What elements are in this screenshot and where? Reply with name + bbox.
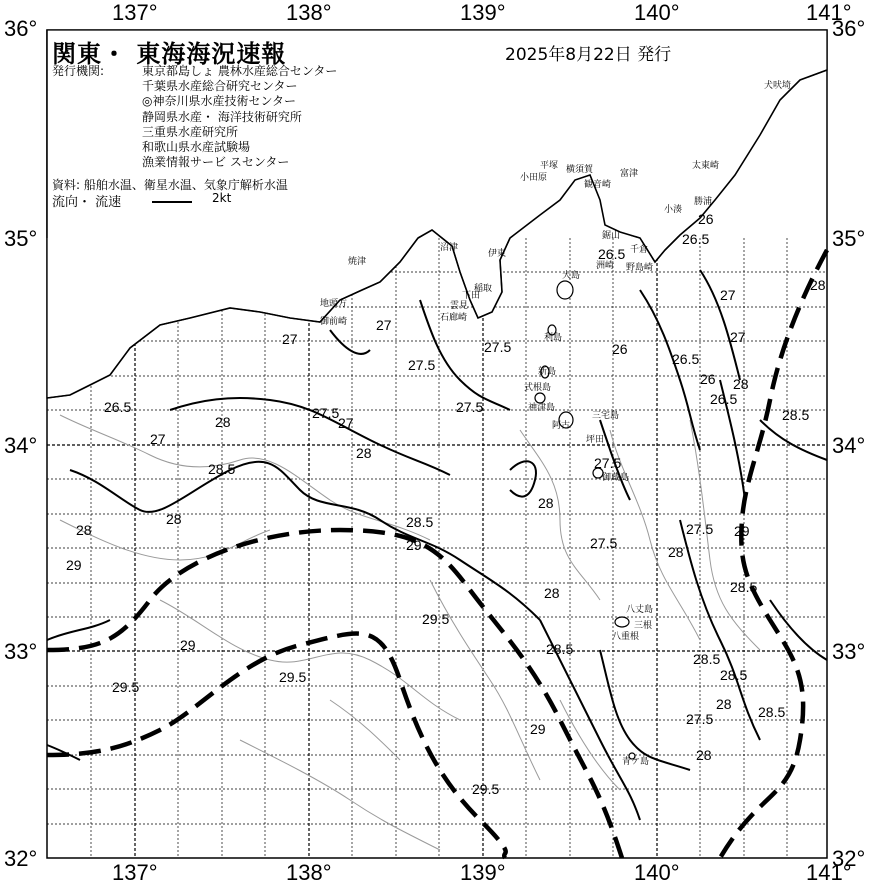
isotherm-label: 29	[406, 537, 422, 553]
agency-item: 静岡県水産・ 海洋技術研究所	[142, 109, 302, 124]
isotherm-label: 27	[730, 329, 746, 345]
place-name: 青ケ島	[622, 757, 650, 767]
isotherm-label: 27.5	[686, 521, 714, 537]
isotherm-label: 28	[696, 747, 712, 763]
isotherm-label: 26	[612, 341, 628, 357]
isotherm-label: 26.5	[598, 246, 626, 262]
place-name: 犬吠埼	[764, 81, 792, 91]
isotherm-label: 27	[282, 331, 298, 347]
agency-item: 三重県水産研究所	[142, 124, 239, 139]
place-name: 三根	[634, 621, 653, 631]
lat-label-36-right: 36°	[832, 16, 866, 41]
place-name: 千倉	[630, 245, 649, 255]
isotherm-label: 28.5	[406, 514, 434, 530]
place-name: 鋸山	[602, 231, 621, 241]
agency-item: ◎神奈川県水産技術センター	[142, 94, 296, 109]
place-name: 式根島	[524, 383, 552, 393]
lon-label-138-bottom: 138°	[286, 860, 332, 885]
isotherm-label: 26	[700, 371, 716, 387]
lat-label-35: 35°	[4, 226, 38, 251]
place-name: 神津島	[528, 403, 556, 413]
place-name: 観音崎	[584, 180, 612, 190]
isotherm-label: 27	[338, 415, 354, 431]
data-source: 資料: 船舶水温、衛星水温、気象庁解析水温	[52, 178, 288, 192]
isotherm-label: 27.5	[408, 357, 436, 373]
isotherm-label: 27.5	[456, 399, 484, 415]
lon-label-140: 140°	[634, 0, 680, 25]
lon-label-139-bottom: 139°	[460, 860, 506, 885]
isotherm-label: 29.5	[279, 669, 307, 685]
lon-label-141-bottom: 141°	[806, 860, 852, 885]
place-name: 焼津	[348, 257, 367, 267]
lat-label-34: 34°	[4, 433, 38, 458]
place-name: 石廊崎	[440, 313, 468, 323]
isotherm-label: 28.5	[720, 667, 748, 683]
place-name: 勝浦	[694, 197, 713, 207]
place-name: 大島	[562, 271, 581, 281]
isotherm-label: 28.5	[730, 579, 758, 595]
place-name: 伊東	[488, 249, 507, 259]
place-name: 小湊	[664, 205, 683, 215]
place-name: 沼津	[440, 243, 459, 253]
agency-list	[142, 64, 337, 170]
isotherm-label: 28	[356, 445, 372, 461]
isotherm-label: 28	[544, 585, 560, 601]
isotherm-label: 26.5	[710, 391, 738, 407]
place-name: 地頭方	[320, 299, 348, 309]
place-name: 利島	[544, 333, 563, 343]
lon-label-140-bottom: 140°	[634, 860, 680, 885]
issue-date: 2025年8月22日 発行	[505, 45, 672, 65]
place-name: 御蔵島	[602, 473, 630, 483]
lat-label-32: 32°	[4, 846, 38, 871]
isotherm-label: 28	[215, 414, 231, 430]
isotherm-label: 28.5	[693, 651, 721, 667]
isotherm-label: 26.5	[672, 351, 700, 367]
flow-label: 流向・ 流速	[52, 195, 122, 210]
map-title: 関東・ 東海海況速報	[52, 40, 287, 68]
place-name: 坪田	[586, 435, 605, 445]
isotherm-label: 27	[376, 317, 392, 333]
isotherm-label: 28	[538, 495, 554, 511]
isotherm-label: 29.5	[112, 679, 140, 695]
agency-item: 東京都島しょ 農林水産総合センター	[142, 64, 338, 78]
isotherm-label: 27	[720, 287, 736, 303]
place-name: 富津	[620, 169, 639, 179]
isotherm-label: 27.5	[686, 711, 714, 727]
isotherm-label: 28.5	[758, 704, 786, 720]
agency-item: 和歌山県水産試験場	[142, 139, 251, 154]
place-name: 平塚	[540, 161, 559, 171]
isotherm-label: 27.5	[312, 405, 340, 421]
place-name: 洲崎	[596, 261, 615, 271]
isotherm-label: 27	[150, 431, 166, 447]
isotherm-label: 26	[698, 211, 714, 227]
isotherm-label: 26.5	[104, 399, 132, 415]
place-name: 横須賀	[566, 165, 594, 175]
isotherm-label: 27.5	[590, 535, 618, 551]
place-name: 新島	[538, 367, 557, 377]
isotherm-label: 28	[733, 376, 749, 392]
isotherm-label: 27.5	[594, 455, 622, 471]
isotherm-label: 28	[76, 522, 92, 538]
lat-label-33-right: 33°	[832, 639, 866, 664]
place-name: 三宅島	[592, 411, 620, 421]
lat-label-33: 33°	[4, 639, 38, 664]
flow-legend	[52, 191, 232, 210]
lon-label-139: 139°	[460, 0, 506, 25]
isotherm-label: 28	[716, 696, 732, 712]
place-name: 雲見	[450, 301, 469, 311]
place-name: 八重根	[612, 632, 640, 642]
lat-label-36: 36°	[4, 16, 38, 41]
isotherm-label: 28	[166, 511, 182, 527]
lat-label-34-right: 34°	[832, 433, 866, 458]
isotherm-label: 28	[668, 544, 684, 560]
agency-item: 漁業情報サービ スセンター	[142, 155, 290, 170]
isotherm-label: 28	[810, 277, 826, 293]
isotherm-label: 28.5	[208, 461, 236, 477]
flow-arrow-icon	[152, 201, 192, 203]
lon-label-137-bottom: 137°	[112, 860, 158, 885]
isotherms-thick	[47, 270, 827, 820]
isotherm-label: 29	[180, 637, 196, 653]
lon-label-141: 141°	[806, 0, 852, 25]
isotherm-label: 29	[530, 721, 546, 737]
place-name: 下田	[462, 291, 481, 301]
lat-label-32-right: 32°	[832, 846, 866, 871]
lon-label-137: 137°	[112, 0, 158, 25]
isotherm-label: 28.5	[782, 407, 810, 423]
place-name: 阿古	[552, 421, 571, 431]
lon-label-138: 138°	[286, 0, 332, 25]
isotherm-label: 26.5	[682, 231, 710, 247]
isotherm-label: 28.5	[546, 641, 574, 657]
flow-scale: 2kt	[212, 191, 232, 205]
place-name: 御前崎	[320, 317, 348, 327]
isotherm-label: 29.5	[422, 611, 450, 627]
isotherms-thin	[60, 415, 760, 850]
place-name: 小田原	[520, 173, 548, 183]
lat-label-35-right: 35°	[832, 226, 866, 251]
place-name: 太東崎	[692, 161, 720, 171]
agencies-label: 発行機関:	[52, 64, 105, 78]
place-name: 稲取	[474, 284, 493, 294]
isotherm-label: 29	[66, 557, 82, 573]
isotherm-label: 29	[734, 523, 750, 539]
place-name: 八丈島	[626, 605, 654, 615]
isotherm-label: 27.5	[484, 339, 512, 355]
place-name: 野島崎	[626, 263, 654, 273]
isotherm-label: 29.5	[472, 781, 500, 797]
agency-item: 千葉県水産総合研究センター	[142, 79, 298, 94]
